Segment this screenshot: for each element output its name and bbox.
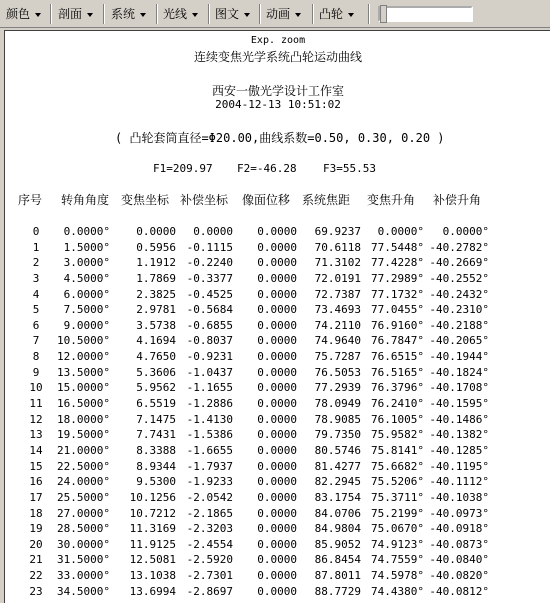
chevron-down-icon [87, 13, 93, 17]
menu-cam[interactable] [319, 5, 354, 23]
chevron-down-icon [140, 13, 146, 17]
table-cell: -40.2552° [429, 271, 489, 285]
table-row [5, 380, 550, 396]
table-row [5, 443, 550, 459]
table-cell: -0.6855 [186, 318, 233, 332]
document-page [4, 30, 550, 603]
table-cell: 9.5300 [136, 475, 176, 489]
focal-f2: F2=-46.28 [237, 162, 297, 175]
table-cell: 75.6682° [371, 459, 424, 473]
table-cell: 0.0000 [257, 287, 297, 301]
table-cell: -0.2240 [186, 256, 233, 270]
table-cell: 14 [29, 443, 43, 457]
table-cell: 0.0000 [257, 569, 297, 583]
table-cell: 0.0000 [257, 475, 297, 489]
table-cell: -1.1655 [186, 381, 233, 395]
document-frame [0, 28, 550, 600]
table-cell: 0.0000 [257, 350, 297, 364]
table-cell: 77.4228° [371, 256, 424, 270]
table-cell: -1.9233 [186, 475, 233, 489]
table-cell: 0.0000 [136, 225, 176, 238]
table-cell: -40.0840° [429, 553, 489, 567]
focal-f3: F3=55.53 [323, 162, 376, 175]
table-cell: 77.5448° [371, 240, 424, 254]
table-cell: 70.6118 [314, 240, 361, 254]
slider-thumb[interactable] [380, 5, 387, 23]
menu-animation[interactable] [266, 5, 301, 23]
table-cell: 77.2939 [314, 381, 361, 395]
table-cell: 75.3711° [371, 490, 424, 504]
table-row [5, 412, 550, 428]
table-row [5, 333, 550, 349]
table-row [5, 568, 550, 584]
table-cell: 0.0000 [257, 271, 297, 285]
table-cell: 76.5165° [371, 365, 424, 379]
table-body [5, 224, 550, 599]
table-cell: 74.7559° [371, 553, 424, 567]
table-cell: 73.4693 [314, 303, 361, 317]
table-cell: 28.5000° [57, 522, 110, 536]
table-cell: -0.8037 [186, 334, 233, 348]
table-cell: 4.7650 [136, 350, 176, 364]
header-title: Exp. zoom [250, 35, 306, 46]
table-cell: 30.0000° [57, 537, 110, 551]
table-cell: 5.3606 [136, 365, 176, 379]
table-row [5, 490, 550, 506]
table-cell: 74.5978° [371, 569, 424, 583]
menu-label: 动画 [266, 7, 291, 21]
menu-ray[interactable] [163, 5, 198, 23]
table-cell: 2 [32, 256, 40, 270]
table-cell: 79.7350 [314, 428, 361, 442]
table-cell: 13.1038 [129, 569, 176, 583]
menu-separator [312, 4, 314, 24]
chevron-down-icon [295, 13, 301, 17]
table-cell: 0.0000 [257, 303, 297, 317]
table-cell: 86.8454 [314, 553, 361, 567]
col-image-shift: 像面位移 [242, 193, 291, 207]
table-cell: 33.0000° [57, 569, 110, 583]
table-cell: 3.0000° [63, 256, 110, 270]
table-cell: 0.0000 [257, 522, 297, 536]
table-cell: 77.2989° [371, 271, 424, 285]
table-cell: 20 [29, 537, 43, 551]
table-cell: -40.2310° [429, 303, 489, 317]
table-cell: -1.7937 [186, 459, 233, 473]
table-cell: 0.0000° [377, 225, 424, 238]
col-comp-coord: 补偿坐标 [180, 193, 229, 207]
table-cell: 10 [29, 381, 43, 395]
table-cell: 10.5000° [57, 334, 110, 348]
table-cell: -2.4554 [186, 537, 233, 551]
table-cell: 18.0000° [57, 412, 110, 426]
table-cell: 11.3169 [129, 522, 176, 536]
table-row [5, 459, 550, 475]
table-cell: -1.6655 [186, 443, 233, 457]
table-cell: -40.0918° [429, 522, 489, 536]
table-cell: 85.9052 [314, 537, 361, 551]
table-cell: -40.1285° [429, 443, 489, 457]
table-cell: 0.0000 [257, 584, 297, 598]
table-cell: -40.2065° [429, 334, 489, 348]
table-cell: 74.2110 [314, 318, 361, 332]
focal-f1: F1=209.97 [153, 162, 213, 175]
table-cell: 4.1694 [136, 334, 176, 348]
table-row [5, 584, 550, 600]
table-cell: -2.8697 [186, 584, 233, 598]
table-cell: 0.5956 [136, 240, 176, 254]
table-cell: 2.3825 [136, 287, 176, 301]
table-cell: 1.5000° [63, 240, 110, 254]
cam-params: ( 凸轮套筒直径=Φ20.00,曲线系数=0.50, 0.30, 0.20 ) [115, 131, 445, 145]
table-cell: 76.7847° [371, 334, 424, 348]
table-cell: 1.1912 [136, 256, 176, 270]
table-cell: -40.1708° [429, 381, 489, 395]
table-cell: 12.0000° [57, 350, 110, 364]
table-cell: 7.7431 [136, 428, 176, 442]
table-cell: -0.9231 [186, 350, 233, 364]
table-cell: 10.1256 [129, 490, 176, 504]
table-cell: 34.5000° [57, 584, 110, 598]
table-cell: 78.9085 [314, 412, 361, 426]
table-cell: 0.0000 [257, 412, 297, 426]
table-cell: 12.5081 [129, 553, 176, 567]
table-row [5, 474, 550, 490]
table-cell: 0.0000 [257, 553, 297, 567]
table-cell: -40.0820° [429, 569, 489, 583]
table-cell: 12 [29, 412, 43, 426]
table-cell: 74.9123° [371, 537, 424, 551]
table-cell: 4 [32, 287, 40, 301]
table-cell: 75.5206° [371, 475, 424, 489]
menu-graphics-text[interactable] [215, 5, 250, 23]
table-cell: -40.1595° [429, 397, 489, 411]
table-row [5, 396, 550, 412]
table-cell: 72.0191 [314, 271, 361, 285]
menu-separator [156, 4, 158, 24]
table-row [5, 255, 550, 271]
table-cell: -40.1486° [429, 412, 489, 426]
menu-system[interactable] [111, 5, 146, 23]
table-cell: 6.0000° [63, 287, 110, 301]
col-index: 序号 [18, 193, 43, 207]
table-cell: 1.7869 [136, 271, 176, 285]
table-cell: 7.1475 [136, 412, 176, 426]
table-cell: 75.0670° [371, 522, 424, 536]
table-cell: 75.7287 [314, 350, 361, 364]
table-cell: 0.0000 [257, 240, 297, 254]
menu-separator [259, 4, 261, 24]
table-row [5, 427, 550, 443]
table-cell: 3.5738 [136, 318, 176, 332]
table-cell: 22 [29, 569, 43, 583]
chevron-down-icon [244, 13, 250, 17]
col-comp-lift: 补偿升角 [433, 193, 482, 207]
table-cell: -2.0542 [186, 490, 233, 504]
table-cell: 80.5746 [314, 443, 361, 457]
menu-bar [0, 0, 550, 28]
table-cell: -2.5920 [186, 553, 233, 567]
table-cell: -0.1115 [186, 240, 233, 254]
table-cell: -40.2669° [429, 256, 489, 270]
table-cell: 15 [29, 459, 43, 473]
menu-label: 剖面 [58, 7, 83, 21]
table-cell: 16 [29, 475, 43, 489]
table-cell: 0.0000 [257, 490, 297, 504]
table-cell: 4.5000° [63, 271, 110, 285]
table-cell: -1.4130 [186, 412, 233, 426]
table-cell: 87.8011 [314, 569, 361, 583]
table-cell: 13.6994 [129, 584, 176, 598]
table-cell: -40.0812° [429, 584, 489, 598]
table-cell: 71.3102 [314, 256, 361, 270]
table-cell: -40.2432° [429, 287, 489, 301]
table-cell: 13 [29, 428, 43, 442]
table-cell: 8.9344 [136, 459, 176, 473]
table-cell: 2.9781 [136, 303, 176, 317]
table-cell: 0.0000 [257, 381, 297, 395]
table-row [5, 302, 550, 318]
menu-label: 颜色 [6, 7, 31, 21]
table-cell: 76.2410° [371, 397, 424, 411]
table-cell: 22.5000° [57, 459, 110, 473]
table-row [5, 365, 550, 381]
table-cell: 72.7387 [314, 287, 361, 301]
table-cell: 0.0000 [257, 428, 297, 442]
table-cell: 19.5000° [57, 428, 110, 442]
table-cell: -40.1112° [429, 475, 489, 489]
table-cell: 0.0000 [257, 365, 297, 379]
chevron-down-icon [35, 13, 41, 17]
table-cell: 83.1754 [314, 490, 361, 504]
table-cell: 84.0706 [314, 506, 361, 520]
table-cell: 21 [29, 553, 43, 567]
menu-section[interactable] [58, 5, 93, 23]
datetime: 2004-12-13 10:51:02 [215, 98, 341, 111]
col-system-focal: 系统焦距 [302, 193, 351, 207]
table-cell: -2.3203 [186, 522, 233, 536]
table-cell: 5.9562 [136, 381, 176, 395]
menu-label: 系统 [111, 7, 136, 21]
table-cell: 0.0000 [257, 537, 297, 551]
table-row [5, 271, 550, 287]
table-cell: 3 [32, 271, 40, 285]
col-rotation-angle: 转角角度 [61, 193, 110, 207]
table-cell: -0.3377 [186, 271, 233, 285]
table-cell: 76.9160° [371, 318, 424, 332]
table-cell: 25.5000° [57, 490, 110, 504]
table-cell: -0.4525 [186, 287, 233, 301]
table-cell: 23 [29, 584, 43, 598]
table-cell: 10.7212 [129, 506, 176, 520]
table-row [5, 240, 550, 256]
table-cell: 6.5519 [136, 397, 176, 411]
table-cell: 81.4277 [314, 459, 361, 473]
table-cell: 7 [32, 334, 40, 348]
table-cell: 9.0000° [63, 318, 110, 332]
menu-label: 图文 [215, 7, 240, 21]
table-cell: 76.5053 [314, 365, 361, 379]
table-cell: 0 [32, 225, 40, 238]
menu-label: 光线 [163, 7, 188, 21]
table-cell: 21.0000° [57, 443, 110, 457]
table-cell: 7.5000° [63, 303, 110, 317]
table-cell: -40.1824° [429, 365, 489, 379]
menu-separator [368, 4, 370, 24]
table-cell: -1.5386 [186, 428, 233, 442]
table-cell: 11 [29, 397, 43, 411]
table-cell: 75.2199° [371, 506, 424, 520]
table-cell: -1.2886 [186, 397, 233, 411]
zoom-slider[interactable] [378, 6, 473, 22]
table-row [5, 506, 550, 522]
menu-separator [208, 4, 210, 24]
table-cell: 77.1732° [371, 287, 424, 301]
table-row [5, 224, 550, 240]
table-cell: 8.3388 [136, 443, 176, 457]
table-cell: 0.0000 [193, 225, 233, 238]
table-cell: 0.0000° [63, 225, 110, 238]
table-cell: 17 [29, 490, 43, 504]
menu-separator [103, 4, 105, 24]
table-cell: 16.5000° [57, 397, 110, 411]
table-cell: 0.0000 [257, 459, 297, 473]
table-cell: 9 [32, 365, 40, 379]
chevron-down-icon [192, 13, 198, 17]
table-cell: -40.2188° [429, 318, 489, 332]
table-row [5, 521, 550, 537]
table-cell: 76.3796° [371, 381, 424, 395]
table-cell: 0.0000 [257, 225, 297, 238]
table-cell: 0.0000 [257, 318, 297, 332]
table-cell: -40.0973° [429, 506, 489, 520]
table-cell: 74.9640 [314, 334, 361, 348]
table-cell: 77.0455° [371, 303, 424, 317]
table-cell: -0.5684 [186, 303, 233, 317]
table-row [5, 318, 550, 334]
table-cell: 88.7729 [314, 584, 361, 598]
table-cell: 0.0000 [257, 334, 297, 348]
table-cell: 76.6515° [371, 350, 424, 364]
table-cell: 0.0000 [257, 397, 297, 411]
table-cell: 0.0000 [257, 443, 297, 457]
table-cell: 5 [32, 303, 40, 317]
table-cell: 0.0000° [442, 225, 489, 238]
table-cell: -40.1038° [429, 490, 489, 504]
table-cell: 11.9125 [129, 537, 176, 551]
company-name: 西安一傲光学设计工作室 [211, 84, 344, 98]
table-cell: 1 [32, 240, 40, 254]
table-cell: 84.9804 [314, 522, 361, 536]
page-title: 连续变焦光学系统凸轮运动曲线 [193, 50, 362, 64]
table-cell: 76.1005° [371, 412, 424, 426]
table-cell: -40.1195° [429, 459, 489, 473]
table-cell: 27.0000° [57, 506, 110, 520]
table-cell: -40.1382° [429, 428, 489, 442]
table-cell: 0.0000 [257, 256, 297, 270]
menu-color[interactable] [6, 5, 41, 23]
table-cell: -40.0873° [429, 537, 489, 551]
table-cell: 78.0949 [314, 397, 361, 411]
table-cell: 75.9582° [371, 428, 424, 442]
col-zoom-coord: 变焦坐标 [121, 193, 170, 207]
table-cell: 19 [29, 522, 43, 536]
chevron-down-icon [348, 13, 354, 17]
table-row [5, 349, 550, 365]
col-zoom-lift: 变焦升角 [367, 193, 416, 207]
table-cell: 24.0000° [57, 475, 110, 489]
table-cell: 82.2945 [314, 475, 361, 489]
table-cell: -1.0437 [186, 365, 233, 379]
table-cell: 74.4380° [371, 584, 424, 598]
menu-label: 凸轮 [319, 7, 344, 21]
table-cell: 18 [29, 506, 43, 520]
table-cell: -40.1944° [429, 350, 489, 364]
table-cell: 31.5000° [57, 553, 110, 567]
table-cell: 6 [32, 318, 40, 332]
table-cell: 15.0000° [57, 381, 110, 395]
table-cell: 75.8141° [371, 443, 424, 457]
table-cell: 8 [32, 350, 40, 364]
table-row [5, 552, 550, 568]
table-cell: 0.0000 [257, 506, 297, 520]
table-row [5, 287, 550, 303]
table-cell: -40.2782° [429, 240, 489, 254]
table-cell: -2.1865 [186, 506, 233, 520]
table-cell: 69.9237 [314, 225, 361, 238]
menu-separator [50, 4, 52, 24]
table-cell: 13.5000° [57, 365, 110, 379]
table-row [5, 537, 550, 553]
table-cell: -2.7301 [186, 569, 233, 583]
